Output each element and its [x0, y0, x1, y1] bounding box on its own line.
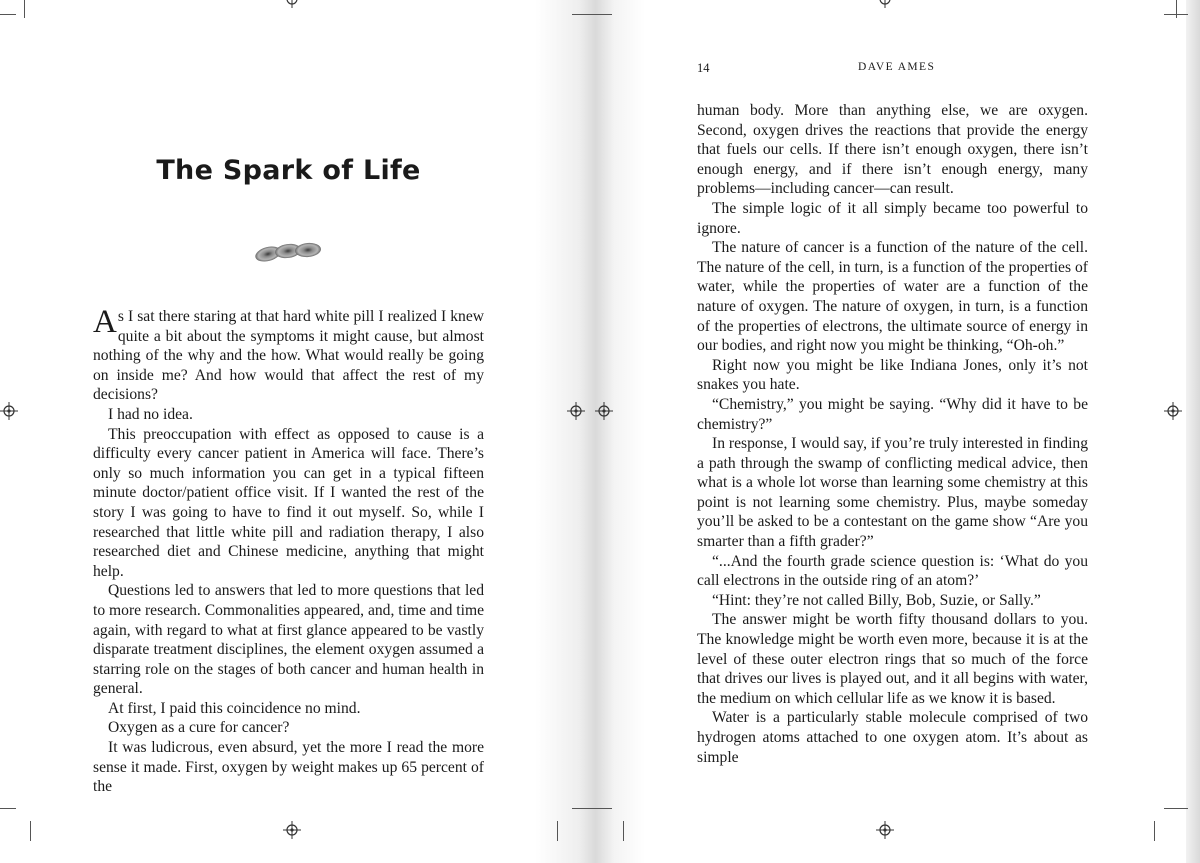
crop-mark	[572, 14, 612, 15]
crop-mark	[30, 821, 31, 841]
paragraph: “...And the fourth grade science question is: ‘What do you call electrons in the outside ring of an atom?’	[697, 552, 1088, 590]
crop-mark	[1154, 821, 1155, 841]
paragraph: In response, I would say, if you’re truly interested in finding a path through the swamp of conflicting medical advice, then what is a whole lot worse than learning some chemistry at this point is not learning some chemistry. Plus, maybe someday you’ll be asked to be a contestant on the game show “Are you smarter than a fifth grader?”	[697, 435, 1088, 551]
left-page-body	[93, 304, 485, 797]
crop-mark	[557, 821, 558, 841]
registration-mark-icon	[283, 0, 301, 8]
paragraph: Questions led to answers that led to more questions that led to more research. Commonalities appeared, and, time and time again, with regard to what at first glance appeared to be vastly disparate treatment disciplines, the element oxygen assumed a starring role on the stages of both cancer and human health in general.	[93, 582, 485, 698]
crop-mark	[572, 808, 612, 809]
crop-mark	[623, 821, 624, 841]
crop-mark	[1164, 14, 1188, 15]
paragraph: At first, I paid this coincidence no mind.	[108, 699, 361, 717]
registration-mark-icon	[0, 402, 18, 420]
paragraph-text: s I sat there staring at that hard white pill I realized I knew quite a bit about the symptoms it might cause, but almost nothing of the why and the how. What would really be going on inside me? And how would that affect the rest of my decisions?	[93, 308, 484, 404]
registration-mark-icon	[1164, 402, 1182, 420]
paragraph: Oxygen as a cure for cancer?	[108, 719, 290, 737]
chapter-title: The Spark of Life	[156, 155, 421, 186]
running-head-author: DAVE AMES	[858, 61, 936, 73]
page-gutter-shadow	[535, 0, 645, 863]
paragraph: “Hint: they’re not called Billy, Bob, Suzie, or Sally.”	[712, 591, 1041, 609]
paragraph: Water is a particularly stable molecule comprised of two hydrogen atoms attached to one oxygen atom. It’s about as simple	[697, 709, 1088, 766]
crop-mark	[1176, 0, 1177, 18]
cells-ornament-icon	[254, 240, 324, 269]
paragraph: human body. More than anything else, we are oxygen. Second, oxygen drives the reactions that provide the energy that fuels our cells. If there isn’t enough oxygen, there isn’t enough energy, and if there isn’t enough energy, many problems—including cancer—can result.	[697, 102, 1088, 198]
crop-mark	[24, 0, 25, 18]
registration-mark-icon	[283, 821, 301, 839]
registration-mark-icon	[876, 0, 894, 8]
paragraph: “Chemistry,” you might be saying. “Why did it have to be chemistry?”	[697, 395, 1088, 433]
paragraph: It was ludicrous, even absurd, yet the more I read the more sense it made. First, oxygen by weight makes up 65 percent of the	[93, 739, 484, 796]
paragraph: The simple logic of it all simply became too powerful to ignore.	[697, 199, 1088, 237]
page-edge-shadow	[1186, 0, 1200, 863]
page-number: 14	[697, 61, 710, 75]
crop-mark	[0, 808, 16, 809]
right-page-body	[697, 101, 1088, 767]
crop-mark	[1164, 808, 1188, 809]
paragraph: Right now you might be like Indiana Jones, only it’s not snakes you hate.	[697, 356, 1088, 394]
registration-mark-icon	[567, 402, 585, 420]
paragraph: I had no idea.	[108, 405, 193, 423]
paragraph: The nature of cancer is a function of the nature of the cell. The nature of the cell, in turn, is a function of the properties of water, while the properties of water are a function of the nature of oxygen. The nature of oxygen, in turn, is a function of the properties of electrons, the ultimate source of energy in our bodies, and right now you might be thinking, “Oh-oh.”	[697, 239, 1088, 355]
paragraph: This preoccupation with effect as opposed to cause is a difficulty every cancer patient in America will face. There’s only so much information you can get in a typical fifteen minute doctor/patient office visit. If I wanted the rest of the story I was going to have to find it out myself. So, while I researched that little white pill and radiation therapy, I also researched diet and Chinese medicine, anything that might help.	[93, 425, 484, 580]
crop-mark	[0, 14, 16, 15]
registration-mark-icon	[595, 402, 613, 420]
paragraph	[93, 304, 484, 405]
paragraph: The answer might be worth fifty thousand dollars to you. The knowledge might be worth even more, because it is at the level of these outer electron rings that so much of the force that drives our lives is played out, and it all begins with water, the medium on which cellular life as we know it is based.	[697, 611, 1088, 707]
drop-cap: A	[93, 304, 117, 340]
registration-mark-icon	[876, 821, 894, 839]
